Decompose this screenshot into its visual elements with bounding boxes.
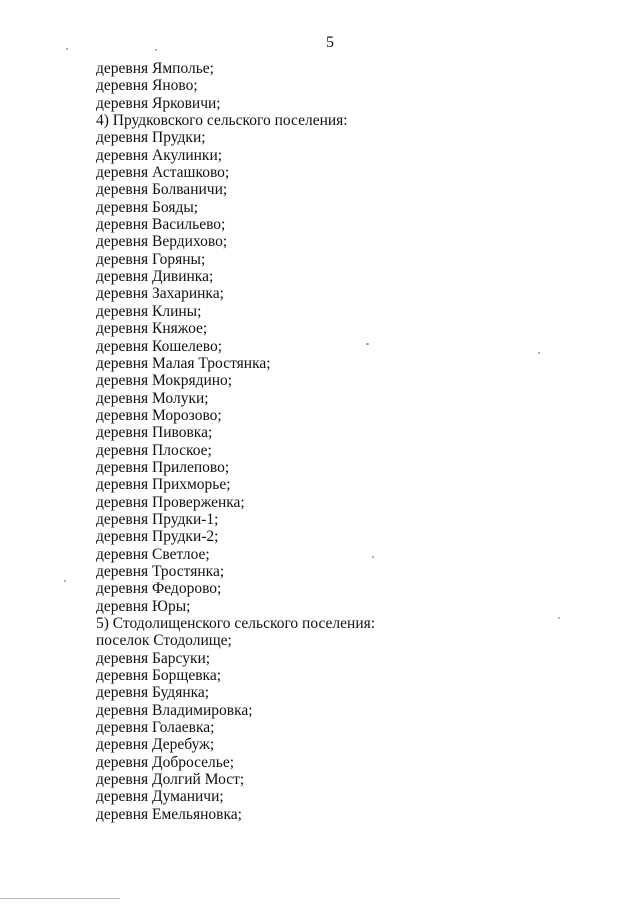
list-item: деревня Барсуки;: [96, 649, 211, 667]
list-item: деревня Васильево;: [96, 216, 226, 234]
scan-speck: [558, 617, 560, 619]
scan-speck: [372, 556, 374, 558]
list-item: деревня Плоское;: [96, 441, 212, 459]
scan-edge-line: [0, 898, 120, 899]
scan-speck: [366, 343, 369, 345]
list-item: деревня Тростянка;: [96, 562, 225, 580]
list-item: деревня Проверженка;: [96, 493, 245, 511]
list-item: деревня Светлое;: [96, 545, 210, 563]
list-item: деревня Захаринка;: [96, 285, 224, 303]
list-item: деревня Молуки;: [96, 389, 209, 407]
list-item: деревня Княжое;: [96, 320, 208, 338]
list-item: деревня Долгий Мост;: [96, 771, 245, 789]
scan-speck: [64, 580, 66, 582]
list-item: деревня Владимировка;: [96, 701, 253, 719]
list-item: деревня Юры;: [96, 597, 191, 615]
list-item: деревня Яново;: [96, 77, 198, 95]
list-item: деревня Горяны;: [96, 250, 206, 268]
list-item: деревня Вердихово;: [96, 233, 228, 251]
list-item: деревня Пивовка;: [96, 424, 213, 442]
list-item: деревня Голаевка;: [96, 719, 215, 737]
scan-speck: [538, 352, 540, 354]
list-item: деревня Прудки-2;: [96, 528, 219, 546]
page-number: 5: [326, 34, 334, 51]
list-item: 5) Стодолищенского сельского поселения:: [96, 615, 376, 632]
list-item: деревня Дивинка;: [96, 268, 214, 286]
list-item: деревня Прихморье;: [96, 476, 231, 494]
list-item: деревня Ямполье;: [96, 60, 214, 77]
list-item: деревня Прилепово;: [96, 458, 230, 476]
list-item: деревня Бояды;: [96, 198, 199, 216]
list-item: деревня Федорово;: [96, 580, 222, 598]
list-item: деревня Кошелево;: [96, 337, 223, 355]
list-item: деревня Болваничи;: [96, 181, 228, 199]
list-item: деревня Борщевка;: [96, 667, 222, 685]
scan-speck: [155, 49, 157, 51]
list-item: 4) Прудковского сельского поселения:: [96, 112, 348, 130]
list-item: деревня Мокрядино;: [96, 372, 233, 390]
list-item: деревня Асташково;: [96, 164, 230, 182]
list-item: деревня Емельяновка;: [96, 805, 242, 823]
list-item: деревня Будянка;: [96, 684, 210, 702]
list-item: деревня Прудки-1;: [96, 510, 219, 528]
list-item: деревня Малая Тростянка;: [96, 354, 271, 372]
list-item: деревня Клины;: [96, 302, 202, 320]
list-item: деревня Думаничи;: [96, 788, 224, 806]
list-item: деревня Ярковичи;: [96, 94, 221, 112]
scan-speck: [66, 48, 68, 50]
list-item: деревня Морозово;: [96, 406, 222, 424]
list-item: деревня Прудки;: [96, 129, 206, 147]
settlement-list: [96, 60, 616, 823]
list-item: поселок Стодолище;: [96, 632, 232, 650]
list-item: деревня Доброселье;: [96, 753, 235, 771]
list-item: деревня Акулинки;: [96, 146, 223, 164]
list-item: деревня Деребуж;: [96, 736, 215, 754]
